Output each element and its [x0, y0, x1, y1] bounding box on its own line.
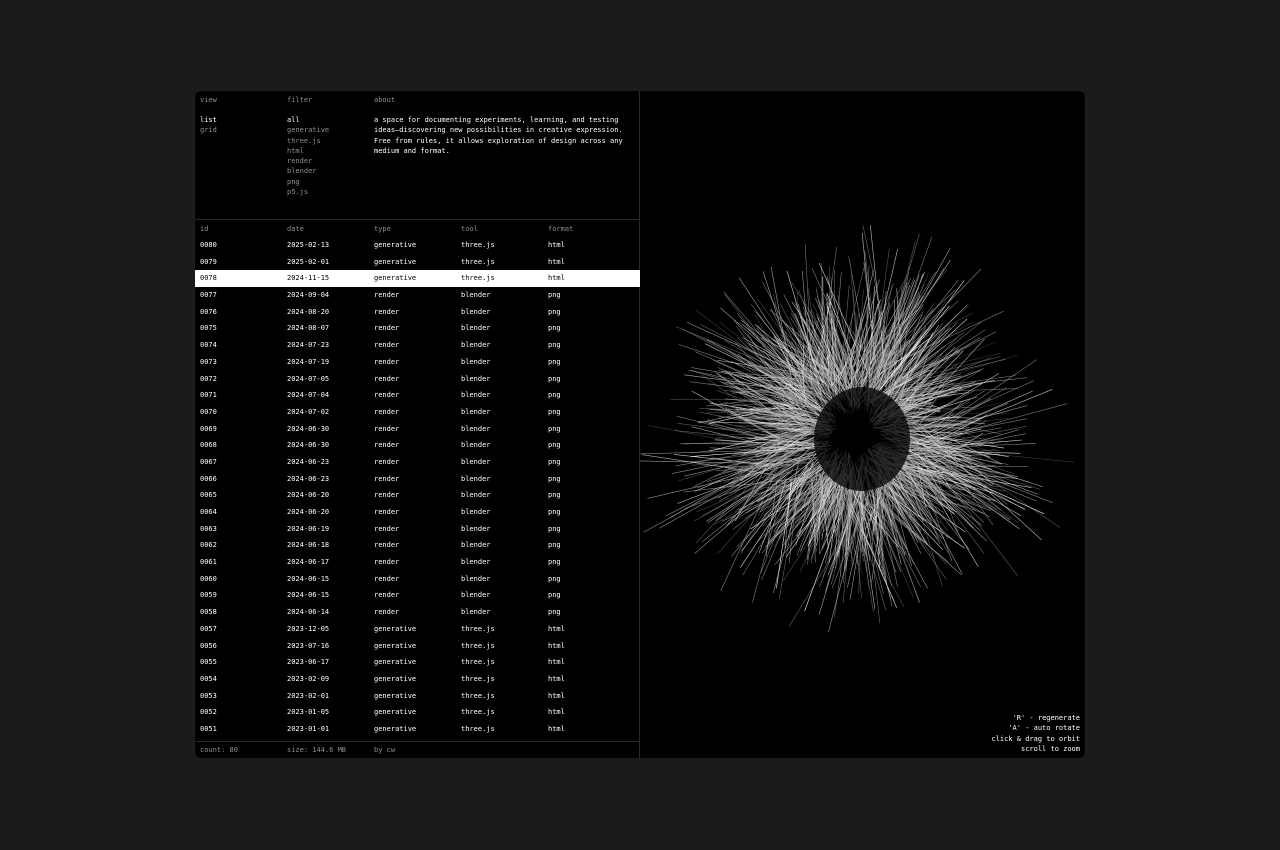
row-date: 2024-06-30 [287, 441, 330, 450]
row-type: render [374, 391, 400, 400]
row-date: 2024-06-20 [287, 508, 330, 516]
view-header: view [200, 96, 217, 104]
project-table [195, 237, 640, 738]
col-header-date[interactable]: date [287, 225, 304, 233]
row-date: 2023-02-09 [287, 674, 330, 683]
row-id: 0054 [200, 674, 217, 683]
row-id: 0077 [200, 291, 217, 300]
col-header-type[interactable]: type [374, 225, 391, 233]
table-row[interactable] [195, 437, 640, 454]
row-tool: three.js [461, 708, 495, 717]
row-tool: blender [461, 541, 491, 550]
row-type: generative [374, 691, 417, 700]
filter-option-png[interactable]: png [287, 177, 300, 186]
table-footer [195, 741, 640, 758]
row-format: png [548, 407, 561, 416]
row-format: png [548, 457, 561, 466]
row-id: 0059 [200, 591, 217, 600]
row-type: render [374, 457, 400, 466]
help-line: click & drag to orbit [991, 734, 1080, 743]
table-row[interactable] [195, 621, 640, 638]
row-type: render [374, 591, 400, 600]
row-date: 2024-06-19 [287, 524, 330, 533]
view-column [200, 97, 217, 136]
table-row[interactable] [195, 320, 640, 337]
filter-option-all[interactable]: all [287, 116, 300, 124]
row-type: generative [374, 257, 417, 266]
filter-header: filter [287, 96, 313, 104]
row-type: render [374, 424, 400, 433]
row-type: generative [374, 708, 417, 717]
row-format: png [548, 424, 561, 433]
row-date: 2023-07-16 [287, 641, 330, 650]
row-format: html [548, 724, 565, 733]
table-row[interactable] [195, 638, 640, 655]
row-id: 0064 [200, 508, 217, 516]
row-format: png [548, 391, 561, 400]
row-type: render [374, 541, 400, 550]
row-date: 2024-06-23 [287, 474, 330, 483]
row-type: render [374, 491, 400, 500]
row-id: 0057 [200, 624, 217, 633]
row-date: 2024-08-07 [287, 324, 330, 333]
row-format: png [548, 291, 561, 300]
table-row[interactable] [195, 354, 640, 371]
row-format: html [548, 674, 565, 683]
row-type: render [374, 441, 400, 450]
table-row[interactable] [195, 304, 640, 321]
sphere-core [814, 387, 910, 491]
row-type: render [374, 574, 400, 583]
col-header-format[interactable]: format [548, 225, 574, 233]
row-tool: blender [461, 574, 491, 583]
table-row[interactable] [195, 587, 640, 604]
row-id: 0065 [200, 491, 217, 500]
row-tool: blender [461, 407, 491, 416]
row-tool: blender [461, 524, 491, 533]
filter-column [287, 97, 329, 197]
row-tool: three.js [461, 274, 495, 283]
row-type: render [374, 374, 400, 383]
row-date: 2024-07-02 [287, 407, 330, 416]
row-type: render [374, 524, 400, 533]
table-row[interactable] [195, 654, 640, 671]
filter-option-html[interactable]: html [287, 146, 304, 155]
table-row[interactable] [195, 270, 640, 287]
table-header [195, 225, 640, 237]
row-type: render [374, 341, 400, 350]
help-line: 'A' - auto rotate [1008, 724, 1080, 733]
row-format: png [548, 558, 561, 567]
row-id: 0080 [200, 241, 217, 249]
row-date: 2024-07-04 [287, 391, 330, 400]
row-type: generative [374, 624, 417, 633]
table-row[interactable] [195, 688, 640, 705]
table-row[interactable] [195, 521, 640, 538]
row-id: 0052 [200, 708, 217, 717]
row-date: 2023-12-05 [287, 624, 330, 633]
table-row[interactable] [195, 671, 640, 688]
preview-panel [640, 91, 1085, 758]
row-tool: three.js [461, 241, 495, 249]
row-date: 2024-06-18 [287, 541, 330, 550]
row-id: 0072 [200, 374, 217, 383]
row-tool: blender [461, 508, 491, 516]
row-tool: blender [461, 391, 491, 400]
view-option-list[interactable]: list [200, 116, 217, 124]
help-line: 'R' - regenerate [1012, 714, 1080, 723]
row-id: 0069 [200, 424, 217, 433]
row-tool: blender [461, 441, 491, 450]
row-id: 0061 [200, 558, 217, 567]
row-format: png [548, 608, 561, 617]
table-row[interactable] [195, 337, 640, 354]
table-row[interactable] [195, 604, 640, 621]
row-id: 0067 [200, 457, 217, 466]
table-row[interactable] [195, 487, 640, 504]
author-label: by cw [374, 746, 396, 754]
row-format: png [548, 524, 561, 533]
table-row[interactable] [195, 254, 640, 271]
row-id: 0078 [200, 274, 217, 283]
row-format: png [548, 324, 561, 333]
row-id: 0068 [200, 441, 217, 450]
filter-option-blender[interactable]: blender [287, 167, 317, 176]
row-id: 0075 [200, 324, 217, 333]
row-tool: blender [461, 341, 491, 350]
row-tool: blender [461, 457, 491, 466]
row-date: 2024-06-23 [287, 457, 330, 466]
row-date: 2024-06-17 [287, 558, 330, 567]
col-header-tool[interactable]: tool [461, 225, 478, 233]
row-type: generative [374, 641, 417, 650]
table-row[interactable] [195, 387, 640, 404]
row-format: png [548, 441, 561, 450]
row-date: 2024-07-19 [287, 357, 330, 366]
row-id: 0060 [200, 574, 217, 583]
filter-option-p5-js[interactable]: p5.js [287, 188, 309, 197]
about-header: about [374, 96, 396, 104]
row-format: png [548, 307, 561, 316]
table-row[interactable] [195, 704, 640, 721]
row-tool: blender [461, 374, 491, 383]
row-tool: three.js [461, 724, 495, 733]
table-row[interactable] [195, 421, 640, 438]
about-text: a space for documenting experiments, learning, and testing ideas—discovering new possibilities in creative expression. Free from rules, it allows exploration of design across any medium and format. [374, 116, 623, 155]
row-tool: blender [461, 474, 491, 483]
about-column [374, 97, 636, 156]
archive-panel [195, 91, 640, 758]
row-date: 2025-02-13 [287, 241, 330, 249]
filter-option-three-js[interactable]: three.js [287, 136, 321, 145]
row-id: 0066 [200, 474, 217, 483]
row-tool: blender [461, 324, 491, 333]
row-type: render [374, 508, 400, 516]
row-id: 0062 [200, 541, 217, 550]
row-format: png [548, 491, 561, 500]
row-tool: three.js [461, 658, 495, 667]
row-date: 2024-06-15 [287, 591, 330, 600]
row-format: html [548, 691, 565, 700]
table-row[interactable] [195, 504, 640, 521]
table-row[interactable] [195, 454, 640, 471]
row-format: png [548, 574, 561, 583]
row-date: 2024-09-04 [287, 291, 330, 300]
row-type: generative [374, 724, 417, 733]
controls-section [195, 91, 640, 220]
row-date: 2024-07-05 [287, 374, 330, 383]
row-id: 0053 [200, 691, 217, 700]
table-row[interactable] [195, 471, 640, 488]
table-row[interactable] [195, 404, 640, 421]
row-format: png [548, 341, 561, 350]
table-row[interactable] [195, 554, 640, 571]
row-tool: three.js [461, 257, 495, 266]
row-format: html [548, 641, 565, 650]
row-id: 0079 [200, 257, 217, 266]
row-format: html [548, 257, 565, 266]
row-format: png [548, 357, 561, 366]
table-row[interactable] [195, 371, 640, 388]
row-type: generative [374, 658, 417, 667]
view-options [200, 115, 217, 136]
filter-option-render[interactable]: render [287, 157, 313, 166]
row-date: 2024-06-20 [287, 491, 330, 500]
row-date: 2024-11-15 [287, 274, 330, 283]
row-date: 2023-01-05 [287, 708, 330, 717]
row-type: render [374, 291, 400, 300]
row-date: 2024-06-15 [287, 574, 330, 583]
row-format: png [548, 591, 561, 600]
row-date: 2023-01-01 [287, 724, 330, 733]
row-date: 2023-06-17 [287, 658, 330, 667]
row-format: png [548, 508, 561, 516]
app-window [195, 91, 1085, 758]
row-date: 2024-06-30 [287, 424, 330, 433]
row-type: render [374, 608, 400, 617]
table-row[interactable] [195, 287, 640, 304]
row-id: 0055 [200, 658, 217, 667]
generative-hair-sphere-canvas[interactable] [640, 91, 1084, 758]
controls-help [991, 713, 1080, 754]
row-type: render [374, 558, 400, 567]
col-header-id[interactable]: id [200, 225, 209, 233]
count-label: count: 80 [200, 746, 238, 754]
row-date: 2023-02-01 [287, 691, 330, 700]
row-tool: blender [461, 424, 491, 433]
row-tool: blender [461, 291, 491, 300]
row-tool: three.js [461, 674, 495, 683]
table-row[interactable] [195, 571, 640, 588]
row-type: generative [374, 674, 417, 683]
row-tool: blender [461, 307, 491, 316]
row-id: 0051 [200, 724, 217, 733]
row-format: png [548, 474, 561, 483]
row-id: 0073 [200, 357, 217, 366]
row-type: render [374, 474, 400, 483]
row-format: html [548, 274, 565, 283]
filter-option-generative[interactable]: generative [287, 126, 330, 135]
row-format: png [548, 374, 561, 383]
row-id: 0071 [200, 391, 217, 400]
row-date: 2024-07-23 [287, 341, 330, 350]
row-id: 0076 [200, 307, 217, 316]
table-row[interactable] [195, 537, 640, 554]
row-format: html [548, 624, 565, 633]
row-type: render [374, 307, 400, 316]
row-date: 2024-08-20 [287, 307, 330, 316]
view-option-grid[interactable]: grid [200, 126, 217, 135]
row-id: 0063 [200, 524, 217, 533]
filter-options [287, 115, 329, 197]
row-date: 2024-06-14 [287, 608, 330, 617]
row-date: 2025-02-01 [287, 257, 330, 266]
row-type: render [374, 407, 400, 416]
row-tool: blender [461, 608, 491, 617]
row-id: 0070 [200, 407, 217, 416]
table-row[interactable] [195, 237, 640, 254]
row-type: generative [374, 241, 417, 249]
row-type: render [374, 357, 400, 366]
help-line: scroll to zoom [1020, 744, 1080, 753]
row-format: html [548, 658, 565, 667]
row-tool: three.js [461, 641, 495, 650]
row-format: html [548, 241, 565, 249]
row-tool: three.js [461, 624, 495, 633]
size-label: size: 144.6 MB [287, 746, 347, 754]
row-type: render [374, 324, 400, 333]
row-tool: blender [461, 558, 491, 567]
row-tool: blender [461, 491, 491, 500]
row-id: 0058 [200, 608, 217, 617]
row-tool: three.js [461, 691, 495, 700]
row-id: 0074 [200, 341, 217, 350]
row-format: html [548, 708, 565, 717]
row-tool: blender [461, 591, 491, 600]
row-id: 0056 [200, 641, 217, 650]
row-format: png [548, 541, 561, 550]
table-row[interactable] [195, 721, 640, 738]
row-tool: blender [461, 357, 491, 366]
row-type: generative [374, 274, 417, 283]
